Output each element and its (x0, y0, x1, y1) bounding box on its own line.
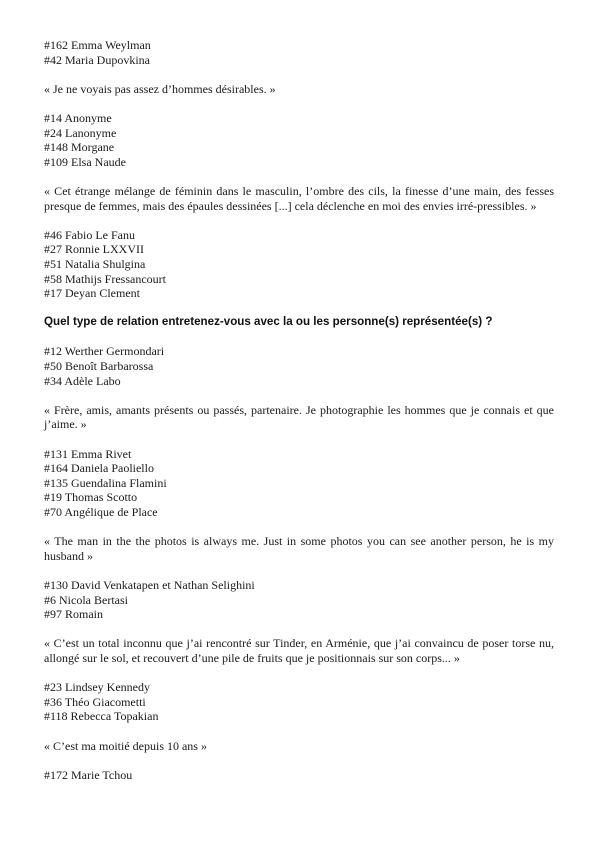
contributor-entry: #70 Angélique de Place (44, 505, 158, 519)
contributor-entry: #172 Marie Tchou (44, 767, 133, 782)
contributor-entry: #109 Elsa Naude (44, 154, 126, 169)
paragraph-spacer (44, 96, 554, 111)
contributor-entry: #19 Thomas Scotto (44, 490, 138, 505)
contributor-entry: #58 Mathijs Fressancourt (44, 271, 166, 286)
paragraph-spacer (44, 622, 554, 637)
contributor-entry: #97 Romain (44, 607, 103, 622)
contributor-entry: #17 Deyan Clement (44, 286, 140, 301)
quote-paragraph: « Je ne voyais pas assez d’hommes désirables. » (44, 81, 276, 96)
contributor-entry: #34 Adèle Labo (44, 373, 121, 388)
paragraph-spacer (44, 301, 554, 316)
paragraph-spacer (44, 666, 554, 681)
paragraph-spacer (44, 330, 554, 345)
contributor-list (44, 680, 554, 724)
quote-paragraph: « Cet étrange mélange de féminin dans le masculin, l’ombre des cils, la finesse d’une main, des fesses presque de femmes, mais des épaules dessinées [...] cela déclenche en moi des envies irré-pressibles. » (44, 183, 554, 213)
contributor-list (44, 38, 554, 67)
contributor-entry: #118 Rebecca Topakian (44, 709, 159, 724)
quote-paragraph: « C’est ma moitié depuis 10 ans » (44, 738, 207, 753)
contributor-entry: #24 Lanonyme (44, 125, 117, 140)
contributor-list (44, 768, 554, 783)
quote-paragraph: « Frère, amis, amants présents ou passés, partenaire. Je photographie les hommes que je connais et que j’aime. » (44, 402, 554, 432)
paragraph-spacer (44, 563, 554, 578)
section-question-heading: Quel type de relation entretenez-vous avec la ou les personne(s) représentée(s) ? (44, 315, 493, 329)
quote-paragraph: « C’est un total inconnu que j’ai rencontré sur Tinder, en Arménie, que j’ai convaincu de poser torse nu, allongé sur le sol, et recouvert d’une pile de fruits que je positionnais sur son corps... » (44, 636, 554, 665)
contributor-entry: #12 Werther Germondari (44, 344, 165, 359)
paragraph-spacer (44, 169, 554, 184)
contributor-entry: #46 Fabio Le Fanu (44, 227, 135, 242)
paragraph-spacer (44, 213, 554, 228)
paragraph-spacer (44, 67, 554, 82)
contributor-entry: #23 Lindsey Kennedy (44, 680, 150, 695)
contributor-entry: #36 Théo Giacometti (44, 694, 146, 709)
contributor-entry: #50 Benoît Barbarossa (44, 359, 154, 374)
contributor-entry: #51 Natalia Shulgina (44, 256, 146, 271)
contributor-list (44, 111, 554, 169)
contributor-entry: #131 Emma Rivet (44, 446, 132, 461)
contributor-list (44, 344, 554, 388)
contributor-entry: #162 Emma Weylman (44, 38, 151, 52)
contributor-list (44, 447, 554, 520)
contributor-entry: #42 Maria Dupovkina (44, 52, 150, 67)
contributor-list (44, 578, 554, 622)
contributor-entry: #148 Morgane (44, 140, 115, 155)
paragraph-spacer (44, 753, 554, 768)
paragraph-spacer (44, 388, 554, 403)
paragraph-spacer (44, 724, 554, 739)
paragraph-spacer (44, 520, 554, 535)
contributor-entry: #6 Nicola Bertasi (44, 592, 128, 607)
contributor-entry: #27 Ronnie LXXVII (44, 242, 144, 257)
document-body (44, 38, 554, 782)
contributor-entry: #135 Guendalina Flamini (44, 475, 167, 490)
quote-paragraph: « The man in the the photos is always me. Just in some photos you can see another person, he is my husband » (44, 534, 554, 563)
paragraph-spacer (44, 432, 554, 447)
contributor-list (44, 228, 554, 301)
contributor-entry: #164 Daniela Paoliello (44, 461, 154, 476)
contributor-entry: #130 David Venkatapen et Nathan Selighini (44, 577, 255, 592)
contributor-entry: #14 Anonyme (44, 110, 112, 125)
